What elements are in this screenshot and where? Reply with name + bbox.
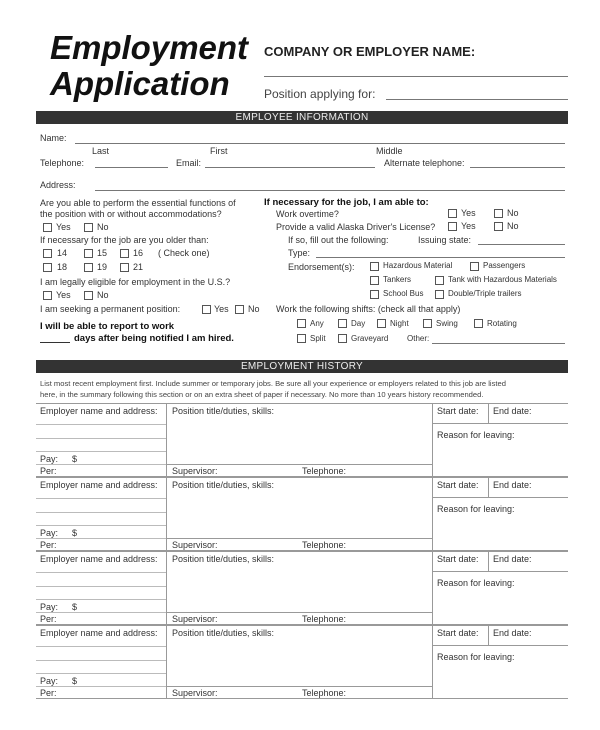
permanent-question: I am seeking a permanent position: (40, 304, 181, 314)
issuing-state-label: Issuing state: (418, 235, 472, 245)
age-14-label: 14 (57, 248, 68, 258)
employer-address-line[interactable] (36, 673, 166, 674)
age-14-checkbox[interactable] (43, 249, 52, 258)
email-field[interactable] (205, 167, 375, 168)
pay-label: Pay: (40, 602, 59, 612)
overtime-question: Work overtime? (276, 209, 339, 219)
endorsements-label: Endorsement(s): (288, 262, 355, 272)
age-15-label: 15 (97, 248, 108, 258)
shift-rotating-label: Rotating (487, 319, 517, 328)
company-label: COMPANY OR EMPLOYER NAME: (264, 44, 476, 59)
end-date-label: End date: (493, 628, 532, 638)
employer-block-divider (488, 551, 489, 571)
employer-name-label: Employer name and address: (40, 406, 158, 416)
age-19-label: 19 (97, 262, 108, 272)
issuing-state-field[interactable] (478, 244, 565, 245)
hazardous-material-checkbox[interactable] (370, 262, 379, 271)
alt-telephone-field[interactable] (470, 167, 565, 168)
passengers-checkbox[interactable] (470, 262, 479, 271)
per-label: Per: (40, 688, 57, 698)
employer-block-divider (432, 477, 433, 551)
shift-swing-label: Swing (436, 319, 458, 328)
employer-address-line[interactable] (36, 572, 166, 573)
shift-graveyard-label: Graveyard (351, 334, 389, 343)
shift-graveyard-checkbox[interactable] (338, 334, 347, 343)
name-label: Name: (40, 133, 67, 143)
supervisor-row-rule (166, 464, 432, 465)
position-duties-label: Position title/duties, skills: (172, 406, 275, 416)
employment-history-title: EMPLOYMENT HISTORY (240, 361, 364, 372)
overtime-yes-checkbox[interactable] (448, 209, 457, 218)
address-label: Address: (40, 180, 76, 190)
pay-line[interactable] (36, 464, 166, 465)
age-19-checkbox[interactable] (84, 263, 93, 272)
employer-block-divider (432, 551, 433, 625)
date-row-rule (432, 497, 568, 498)
per-label: Per: (40, 614, 57, 624)
tank-hazmat-label: Tank with Hazardous Materials (448, 275, 557, 284)
reason-for-leaving-label: Reason for leaving: (437, 578, 515, 588)
employer-address-line[interactable] (36, 424, 166, 425)
title-line-2: Application (50, 65, 230, 102)
position-field[interactable] (386, 99, 568, 100)
middle-label: Middle (376, 146, 403, 156)
check-one-note: ( Check one) (158, 248, 210, 258)
double-triple-checkbox[interactable] (435, 290, 444, 299)
employer-address-line[interactable] (36, 660, 166, 661)
telephone-label: Telephone: (302, 466, 347, 476)
address-field[interactable] (95, 190, 565, 191)
license-question: Provide a valid Alaska Driver's License? (276, 222, 436, 232)
pay-label: Pay: (40, 528, 59, 538)
date-row-rule (432, 423, 568, 424)
employer-address-line[interactable] (36, 646, 166, 647)
company-field[interactable] (264, 76, 568, 77)
email-label: Email: (176, 158, 202, 168)
employer-block-divider (166, 403, 167, 477)
pay-line[interactable] (36, 612, 166, 613)
supervisor-row-rule (166, 538, 432, 539)
reason-for-leaving-label: Reason for leaving: (437, 652, 515, 662)
age-15-checkbox[interactable] (84, 249, 93, 258)
if-so-label: If so, fill out the following: (288, 235, 389, 245)
telephone-label: Telephone: (302, 540, 347, 550)
pay-line[interactable] (36, 686, 166, 687)
license-yes-label: Yes (461, 221, 476, 231)
telephone-label: Telephone: (302, 614, 347, 624)
shift-night-label: Night (390, 319, 409, 328)
functions-question-line1: Are you able to perform the essential functions of (40, 198, 236, 208)
supervisor-label: Supervisor: (172, 540, 218, 550)
shift-any-label: Any (310, 319, 324, 328)
supervisor-label: Supervisor: (172, 466, 218, 476)
start-date-label: Start date: (437, 406, 479, 416)
telephone-label: Telephone: (40, 158, 85, 168)
employer-address-line[interactable] (36, 512, 166, 513)
employer-name-label: Employer name and address: (40, 480, 158, 490)
age-question: If necessary for the job are you older than: (40, 235, 209, 245)
tank-hazmat-checkbox[interactable] (435, 276, 444, 285)
age-16-checkbox[interactable] (120, 249, 129, 258)
employer-address-line[interactable] (36, 586, 166, 587)
school-bus-label: School Bus (383, 289, 424, 298)
employer-block-divider (166, 477, 167, 551)
overtime-yes-label: Yes (461, 208, 476, 218)
pay-label: Pay: (40, 676, 59, 686)
employee-information-title: EMPLOYEE INFORMATION (235, 112, 369, 123)
dollar-sign: $ (72, 676, 78, 686)
date-row-rule (432, 571, 568, 572)
shift-day-label: Day (351, 319, 366, 328)
supervisor-row-rule (166, 686, 432, 687)
alt-telephone-label: Alternate telephone: (384, 158, 465, 168)
employer-block-divider (488, 625, 489, 645)
other-shift-label: Other: (407, 334, 430, 343)
overtime-no-label: No (507, 208, 519, 218)
date-row-rule (432, 645, 568, 646)
shift-swing-checkbox[interactable] (423, 319, 432, 328)
start-date-label: Start date: (437, 554, 479, 564)
functions-no-label: No (97, 222, 109, 232)
last-label: Last (92, 146, 110, 156)
employer-block-bottom-rule (36, 698, 568, 699)
shift-night-checkbox[interactable] (377, 319, 386, 328)
telephone-label: Telephone: (302, 688, 347, 698)
position-duties-label: Position title/duties, skills: (172, 554, 275, 564)
employer-address-line[interactable] (36, 451, 166, 452)
eligible-no-label: No (97, 290, 109, 300)
dollar-sign: $ (72, 528, 78, 538)
employer-address-line[interactable] (36, 438, 166, 439)
title-line-1: Employment (50, 29, 249, 66)
days-field[interactable] (40, 342, 70, 343)
position-label: Position applying for: (264, 87, 376, 101)
eligible-yes-label: Yes (56, 290, 71, 300)
per-label: Per: (40, 466, 57, 476)
employer-block-divider (432, 403, 433, 477)
shift-rotating-checkbox[interactable] (474, 319, 483, 328)
end-date-label: End date: (493, 480, 532, 490)
per-label: Per: (40, 540, 57, 550)
permanent-no-label: No (248, 304, 260, 314)
end-date-label: End date: (493, 406, 532, 416)
position-duties-label: Position title/duties, skills: (172, 628, 275, 638)
tankers-label: Tankers (383, 275, 412, 284)
employer-block-divider (432, 625, 433, 699)
supervisor-label: Supervisor: (172, 614, 218, 624)
age-21-checkbox[interactable] (120, 263, 129, 272)
supervisor-row-rule (166, 612, 432, 613)
employer-block-divider (488, 403, 489, 423)
employer-block-divider (488, 477, 489, 497)
pay-line[interactable] (36, 538, 166, 539)
employer-name-label: Employer name and address: (40, 628, 158, 638)
employment-history-bar (36, 360, 568, 373)
license-yes-checkbox[interactable] (448, 222, 457, 231)
employer-address-line[interactable] (36, 498, 166, 499)
other-shift-field[interactable] (432, 343, 565, 344)
shift-day-checkbox[interactable] (338, 319, 347, 328)
reason-for-leaving-label: Reason for leaving: (437, 430, 515, 440)
eligible-yes-checkbox[interactable] (43, 291, 52, 300)
employer-address-line[interactable] (36, 599, 166, 600)
telephone-field[interactable] (95, 167, 168, 168)
hazardous-material-label: Hazardous Material (383, 261, 453, 270)
history-intro-line2: here, in the summary following this section or on an extra sheet of paper if necessary. No more than 10 years history recommended. (40, 390, 484, 399)
employer-block-divider (166, 625, 167, 699)
tankers-checkbox[interactable] (370, 276, 379, 285)
functions-question-line2: the position with or without accommodations? (40, 209, 222, 219)
functions-yes-checkbox[interactable] (43, 223, 52, 232)
overtime-no-checkbox[interactable] (494, 209, 503, 218)
license-no-checkbox[interactable] (494, 222, 503, 231)
employer-block-divider (166, 551, 167, 625)
school-bus-checkbox[interactable] (370, 290, 379, 299)
shift-split-checkbox[interactable] (297, 334, 306, 343)
dollar-sign: $ (72, 602, 78, 612)
dollar-sign: $ (72, 454, 78, 464)
able-to-title: If necessary for the job, I am able to: (264, 197, 429, 208)
reason-for-leaving-label: Reason for leaving: (437, 504, 515, 514)
employer-name-label: Employer name and address: (40, 554, 158, 564)
start-date-label: Start date: (437, 480, 479, 490)
position-duties-label: Position title/duties, skills: (172, 480, 275, 490)
passengers-label: Passengers (483, 261, 526, 270)
report-to-work-line1: I will be able to report to work (40, 321, 175, 332)
shifts-question: Work the following shifts: (check all that apply) (276, 304, 461, 314)
end-date-label: End date: (493, 554, 532, 564)
eligible-no-checkbox[interactable] (84, 291, 93, 300)
pay-label: Pay: (40, 454, 59, 464)
name-field[interactable] (75, 143, 565, 144)
start-date-label: Start date: (437, 628, 479, 638)
permanent-yes-label: Yes (214, 304, 229, 314)
supervisor-label: Supervisor: (172, 688, 218, 698)
history-intro-line1: List most recent employment first. Include summer or temporary jobs. Be sure all your experience or employers related to this job are listed (40, 379, 506, 388)
age-21-label: 21 (133, 262, 144, 272)
age-18-checkbox[interactable] (43, 263, 52, 272)
shift-any-checkbox[interactable] (297, 319, 306, 328)
age-18-label: 18 (57, 262, 68, 272)
employee-information-bar (36, 111, 568, 124)
report-to-work-line2: days after being notified I am hired. (74, 333, 234, 344)
shift-split-label: Split (310, 334, 326, 343)
double-triple-label: Double/Triple trailers (448, 289, 522, 298)
eligible-question: I am legally eligible for employment in the U.S.? (40, 277, 231, 287)
age-16-label: 16 (133, 248, 144, 258)
functions-yes-label: Yes (56, 222, 71, 232)
first-label: First (210, 146, 228, 156)
license-no-label: No (507, 221, 519, 231)
type-label: Type: (288, 248, 311, 258)
permanent-no-checkbox[interactable] (235, 305, 244, 314)
permanent-yes-checkbox[interactable] (202, 305, 211, 314)
type-field[interactable] (316, 257, 565, 258)
employer-address-line[interactable] (36, 525, 166, 526)
functions-no-checkbox[interactable] (84, 223, 93, 232)
